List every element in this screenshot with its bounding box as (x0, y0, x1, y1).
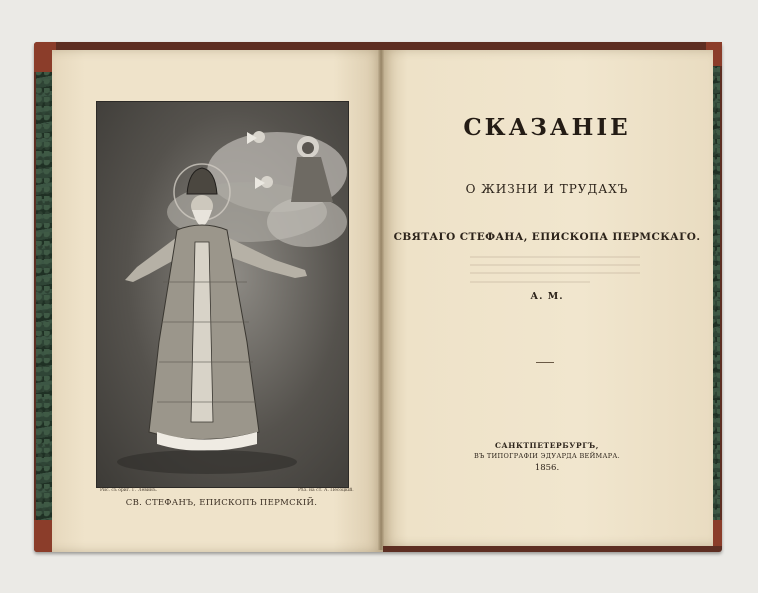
imprint-city: САНКТПЕТЕРБУРГЪ, (494, 441, 599, 450)
cloud (267, 197, 347, 247)
book-title: СКАЗАНІЕ (463, 114, 631, 141)
christ-head (302, 142, 314, 154)
book-subtitle: О ЖИЗНИ И ТРУДАХЪ (465, 182, 629, 196)
book-subtitle-saint: СВЯТАГО СТЕФАНА, ЕПИСКОПА ПЕРМСКАГО. (393, 231, 701, 243)
engraving-credit-left: Рис. съ ориг. Г. Левинъ. (100, 488, 158, 493)
imprint-press: ВЪ ТИПОГРАФІИ ЭДУАРДА ВЕЙМАРА. (474, 452, 620, 460)
author-initials: А. М. (530, 291, 564, 302)
saint-stole (191, 242, 213, 422)
frontispiece-engraving (96, 101, 349, 488)
frontispiece-caption: СВ. СТЕФАНЪ, ЕПИСКОПЪ ПЕРМСКІЙ. (125, 498, 318, 508)
ground-shadow (117, 450, 297, 474)
title-divider (536, 362, 554, 363)
show-through-line (470, 272, 640, 274)
show-through-line (470, 256, 640, 258)
show-through-line (470, 264, 640, 266)
show-through-line (470, 281, 590, 283)
imprint-year: 1856. (534, 463, 560, 473)
engraving-credit-right: Рѣз. на ст. А. Песоцкій. (298, 488, 354, 493)
